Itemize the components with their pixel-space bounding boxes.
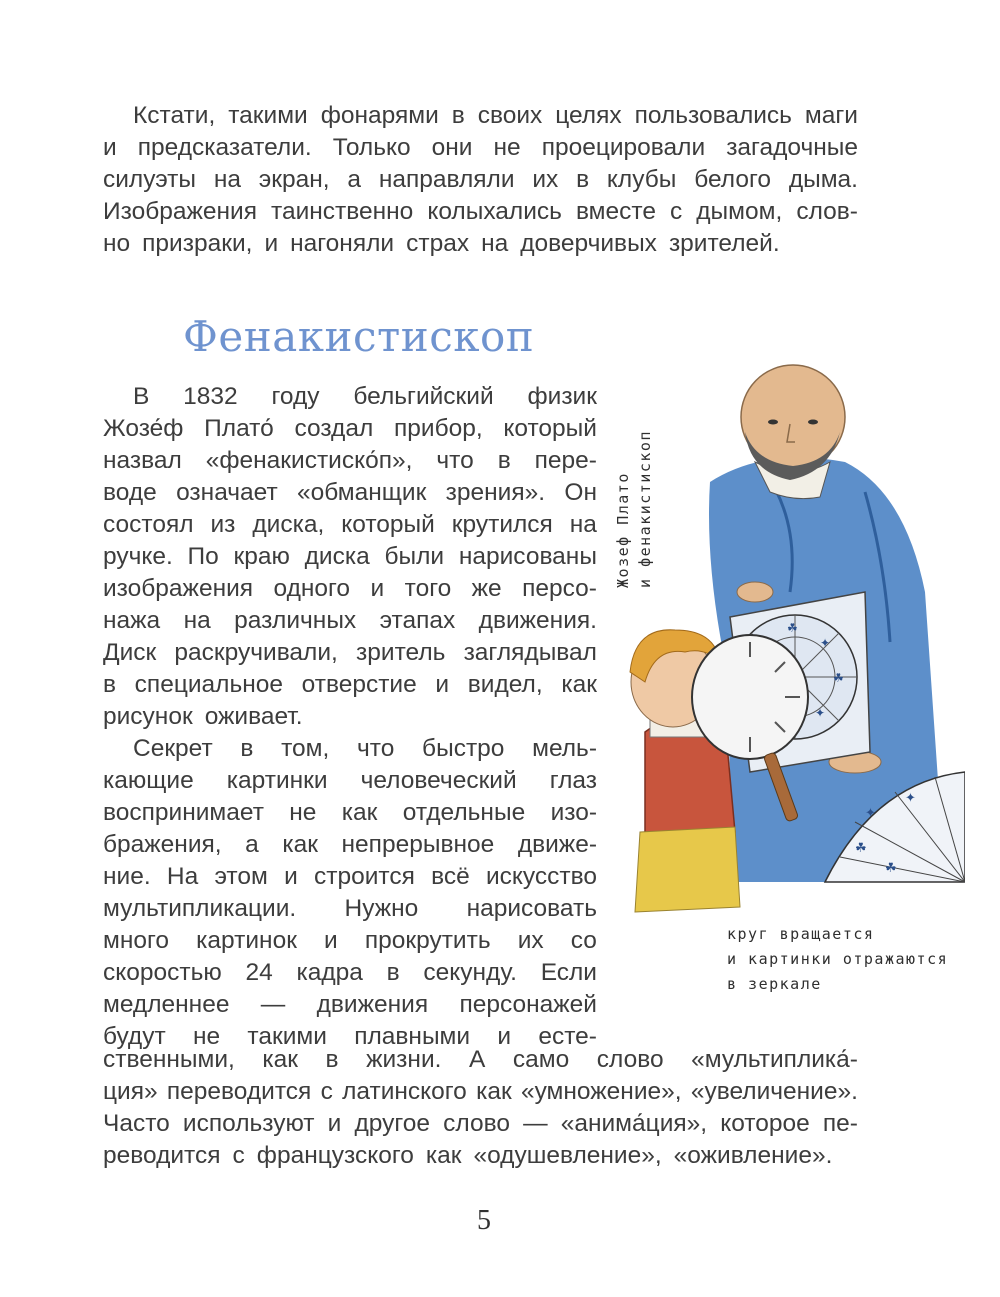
caption-line-1: круг вращается: [727, 925, 875, 943]
intro-line: силуэты на экран, а направляли их в клубы белого дыма.: [103, 166, 858, 193]
body-line: кающие картинки человеческий глаз: [103, 767, 597, 794]
tail-line: ция» переводится с латинского как «умножение», «увеличение».: [103, 1078, 858, 1105]
body-line: Жозе́ф Плато́ создал прибор, который: [103, 415, 597, 442]
svg-text:☘: ☘: [787, 621, 798, 635]
body-line: бражения, а как непрерывное движе-: [103, 831, 597, 858]
section-heading: Фенакистископ: [183, 312, 535, 361]
vertical-caption-line1: Жозеф Плато: [614, 472, 632, 588]
body-line: ручке. По краю диска были нарисованы: [103, 543, 597, 570]
body-line: назвал «фенакистиско́п», что в пере-: [103, 447, 597, 474]
tail-line: Часто используют и другое слово — «анима́ция», которое пе-: [103, 1110, 858, 1137]
body-line: много картинок и прокрутить их со: [103, 927, 597, 954]
intro-line: но призраки, и нагоняли страх на доверчивых зрителей.: [103, 230, 780, 257]
body-line: В 1832 году бельгийский физик: [133, 383, 597, 410]
page-number: 5: [477, 1205, 491, 1236]
svg-text:☘: ☘: [833, 671, 844, 685]
svg-text:☘: ☘: [855, 841, 867, 856]
body-line: ние. На этом и строится всё искусство: [103, 863, 597, 890]
body-line: Секрет в том, что быстро мель-: [133, 735, 597, 762]
body-line: скоростью 24 кадра в секунду. Если: [103, 959, 597, 986]
body-line: нажа на различных этапах движения.: [103, 607, 597, 634]
svg-text:✦: ✦: [820, 636, 831, 650]
body-line: медленнее — движения персонажей: [103, 991, 597, 1018]
svg-text:✦: ✦: [905, 791, 916, 806]
illustration-vertical-caption: [612, 430, 656, 588]
body-line: состоял из диска, который крутился на: [103, 511, 597, 538]
caption-line-2: и картинки отражаются: [727, 950, 949, 968]
plateau-illustration: [615, 362, 965, 922]
tail-line: реводится с французского как «одушевление», «оживление».: [103, 1142, 833, 1169]
body-line: рисунок оживает.: [103, 703, 303, 730]
svg-text:✦: ✦: [815, 706, 826, 720]
svg-text:✦: ✦: [865, 806, 876, 821]
intro-line: Изображения таинственно колыхались вместе с дымом, слов-: [103, 198, 858, 225]
body-line: воде означает «обманщик зрения». Он: [103, 479, 597, 506]
body-line: воспринимает не как отдельные изо-: [103, 799, 597, 826]
boy-pants: [635, 827, 740, 912]
svg-text:☘: ☘: [885, 861, 897, 876]
vertical-caption-line2: и фенакистископ: [636, 430, 654, 588]
intro-line: и предсказатели. Только они не проецировали загадочные: [103, 134, 858, 161]
caption-line-3: в зеркале: [727, 975, 822, 993]
body-line: будут не такими плавными и есте-: [103, 1023, 597, 1050]
intro-line: Кстати, такими фонарями в своих целях пользовались маги: [133, 102, 858, 129]
body-line: изображения одного и того же персо-: [103, 575, 597, 602]
body-line: мультипликации. Нужно нарисовать: [103, 895, 597, 922]
body-line: Диск раскручивали, зритель заглядывал: [103, 639, 597, 666]
tail-line: ственными, как в жизни. А само слово «мультиплика́-: [103, 1046, 858, 1073]
body-line: в специальное отверстие и видел, как: [103, 671, 597, 698]
